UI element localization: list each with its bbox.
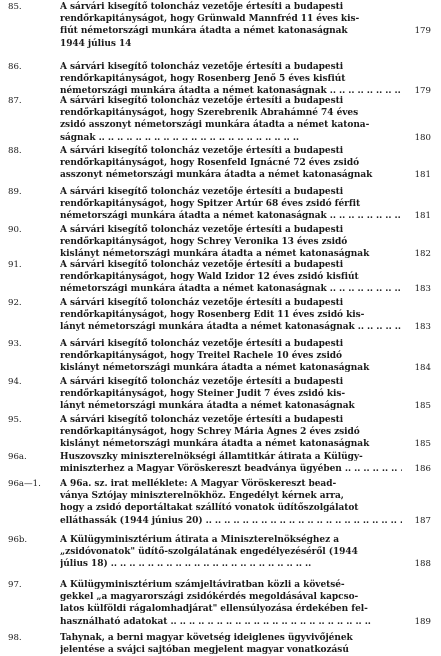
page-number: 183	[414, 284, 431, 295]
description-line: A sárvári kisegítő toloncház vezetője értesíti a budapesti	[60, 298, 344, 308]
description-line: rendőrkapitányságot, hogy Rosenfeld Ignácné 72 éves zsidó	[60, 158, 360, 169]
entry-description	[60, 95, 402, 144]
entry-description	[60, 478, 402, 527]
description-line: rendőrkapitányságot, hogy Wald Izidor 12 éves zsidó kisfiút	[60, 272, 359, 283]
description-line: A sárvári kisegítő toloncház vezetője értesíti a budapesti	[60, 146, 344, 156]
page-number: 180	[414, 132, 431, 143]
entry-number: 87.	[8, 96, 22, 106]
description-line: A 96a. sz. irat melléklete: A Magyar Vöröskereszt bead-	[60, 479, 337, 489]
entry-number: 93.	[8, 339, 22, 349]
entry-number: 97.	[8, 580, 22, 590]
entry-number: 89.	[8, 187, 22, 197]
entry-number: 94.	[8, 377, 22, 387]
entry-description	[60, 1, 402, 50]
page-number: 181	[414, 170, 431, 181]
description-line: németországi munkára átadta a német katonaságnak .. ..	[60, 210, 402, 222]
description-line: németországi munkára átadta a német katonaságnak .. ..	[60, 85, 402, 97]
description-line: rendőrkapitányságot, hogy Grünwald Mannfréd 11 éves kis-	[60, 14, 360, 25]
entry-description	[60, 61, 402, 98]
description-line: ságnak .. ..	[60, 132, 402, 144]
description-line: Tahynak, a berni magyar követség ideiglenes ügyvivőjének	[60, 633, 353, 643]
description-line: rendőrkapitányságot, hogy Szerebrenik Ábrahámné 74 éves	[60, 108, 359, 119]
description-line: A sárvári kisegítő toloncház vezetője értesíti a budapesti	[60, 225, 344, 235]
page-number: 182	[414, 249, 431, 260]
description-line: használható adatokat .. ..	[60, 616, 402, 628]
description-line: 1944 július 14	[60, 38, 132, 49]
description-line: latos külföldi rágalomhadjárat" ellensúlyozása érdekében fel-	[60, 604, 368, 615]
description-line: A sárvári kisegítő toloncház vezetője értesíti a budapesti	[60, 62, 344, 72]
description-line: Huszovszky miniszterelnökségi államtitkár átirata a Külügy-	[60, 452, 363, 462]
description-line: kislányt németországi munkára átadta a német katonaságnak	[60, 363, 370, 374]
entry-number: 88.	[8, 146, 22, 156]
description-line: A sárvári kisegítő toloncház vezetője értesíti a budapesti	[60, 260, 344, 270]
entry-description	[60, 632, 402, 656]
description-line: A sárvári kisegítő toloncház vezetője értesíti a budapesti	[60, 415, 344, 425]
description-line: rendőrkapitányságot, hogy Steiner Judit 7 éves zsidó kis-	[60, 389, 346, 400]
description-line: gekkel „a magyarországi zsidókérdés megoldásával kapcso-	[60, 592, 359, 603]
entry-number: 98.	[8, 633, 22, 643]
entry-number: 90.	[8, 225, 22, 235]
entry-description	[60, 376, 402, 413]
description-line: zsidó asszonyt németországi munkára átadta a német katona-	[60, 120, 370, 131]
description-line: rendőrkapitányságot, hogy Spitzer Artúr 68 éves zsidó férfit	[60, 199, 361, 210]
entry-number: 96a—1.	[8, 479, 41, 489]
page-number: 186	[414, 464, 431, 475]
description-line: A sárvári kisegítő toloncház vezetője értesíti a budapesti	[60, 2, 344, 12]
description-line: rendőrkapitányságot, hogy Schrey Mária Ágnes 2 éves zsidó	[60, 427, 360, 438]
description-line: fiút németországi munkára átadta a német katonaságnak	[60, 26, 348, 37]
description-line: kislányt németországi munkára átadta a német katonaságnak	[60, 249, 370, 260]
entry-number: 86.	[8, 62, 22, 72]
page-number: 183	[414, 322, 431, 333]
description-line: A sárvári kisegítő toloncház vezetője értesíti a budapesti	[60, 339, 344, 349]
entry-description	[60, 579, 402, 628]
description-line: asszonyt németországi munkára átadta a német katonaságnak	[60, 170, 373, 181]
description-line: ványa Sztójay miniszterelnökhöz. Engedélyt kérnek arra,	[60, 491, 344, 502]
description-line: miniszterhez a Magyar Vöröskereszt beadványa ügyében .. ..	[60, 463, 402, 475]
description-line: A sárvári kisegítő toloncház vezetője értesíti a budapesti	[60, 187, 344, 197]
description-line: lányt németországi munkára átadta a német katonaságnak	[60, 401, 355, 412]
page-number: 189	[414, 616, 431, 627]
entry-description	[60, 451, 402, 475]
entry-number: 85.	[8, 2, 22, 12]
page-number: 185	[414, 439, 431, 450]
description-line: „zsidóvonatok" üdítő-szolgálatának engedélyezéséről (1944	[60, 547, 358, 558]
entry-description	[60, 186, 402, 223]
entry-number: 95.	[8, 415, 22, 425]
description-line: A sárvári kisegítő toloncház vezetője értesíti a budapesti	[60, 377, 344, 387]
entry-number: 96a.	[8, 452, 27, 462]
description-line: július 18) .. ..	[60, 558, 402, 570]
description-line: jelentése a svájci sajtóban megjelent magyar vonatkozású	[60, 645, 349, 656]
entry-description	[60, 259, 402, 296]
entry-description	[60, 145, 402, 182]
description-line: kislányt németországi munkára átadta a német katonaságnak	[60, 439, 370, 450]
description-line: rendőrkapitányságot, hogy Rosenberg Jenő 5 éves kisfiút	[60, 74, 346, 85]
entry-description	[60, 534, 402, 571]
description-line: A Külügyminisztérium számjeltáviratban közli a követsé-	[60, 580, 345, 590]
description-line: hogy a zsidó deportáltakat szállító vonatok üdítőszolgálatot	[60, 503, 359, 514]
entry-description	[60, 414, 402, 451]
description-line: A Külügyminisztérium átirata a Miniszterelnökséghez a	[60, 535, 340, 545]
page-number: 184	[414, 363, 431, 374]
entry-description	[60, 297, 402, 334]
entry-number: 92.	[8, 298, 22, 308]
description-line: rendőrkapitányságot, hogy Rosenberg Edit 11 éves zsidó kis-	[60, 310, 365, 321]
entry-number: 96b.	[8, 535, 28, 545]
entry-description	[60, 224, 402, 261]
entry-description	[60, 338, 402, 375]
description-line: elláthassák (1944 június 20) .. ..	[60, 515, 402, 527]
description-line: A sárvári kisegítő toloncház vezetője értesíti a budapesti	[60, 96, 344, 106]
description-line: rendőrkapitányságot, hogy Schrey Veronika 13 éves zsidó	[60, 237, 348, 248]
page-number: 185	[414, 401, 431, 412]
page-number: 187	[414, 515, 431, 526]
page-number: 181	[414, 211, 431, 222]
description-line: rendőrkapitányságot, hogy Treitel Rachele 10 éves zsidó	[60, 351, 343, 362]
description-line: németországi munkára átadta a német katonaságnak .. ..	[60, 283, 402, 295]
page-number: 179	[414, 86, 431, 97]
page-number: 188	[414, 559, 431, 570]
entry-number: 91.	[8, 260, 22, 270]
page-number: 179	[414, 26, 431, 37]
description-line: lányt németországi munkára átadta a német katonaságnak .. ..	[60, 321, 402, 333]
